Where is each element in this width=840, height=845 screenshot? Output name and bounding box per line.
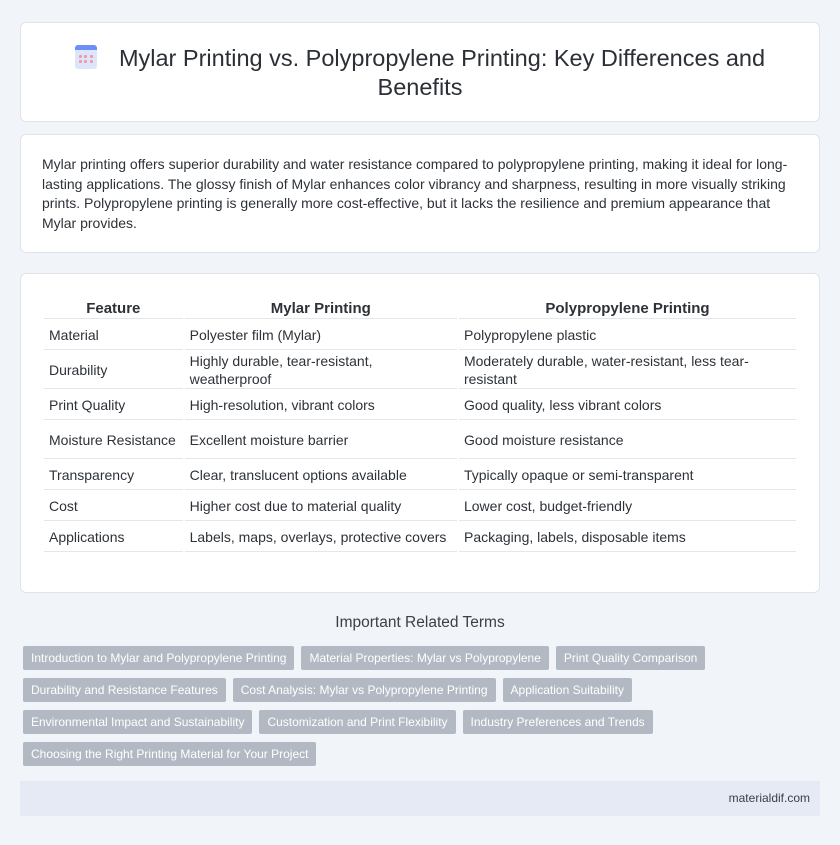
polypropylene-cell: Typically opaque or semi-transparent [459,461,796,490]
related-term-tag[interactable]: Industry Preferences and Trends [463,710,653,734]
header-polypropylene: Polypropylene Printing [459,298,796,319]
related-term-tag[interactable]: Material Properties: Mylar vs Polypropylene [301,646,548,670]
polypropylene-cell: Packaging, labels, disposable items [459,523,796,552]
table-row [44,352,796,389]
feature-cell: Durability [44,352,183,389]
polypropylene-cell: Good moisture resistance [459,422,796,459]
header-feature: Feature [44,298,183,319]
footer [20,781,820,816]
feature-cell: Cost [44,492,183,521]
feature-cell: Moisture Resistance [44,422,183,459]
related-term-tag[interactable]: Print Quality Comparison [556,646,705,670]
table-row [44,492,796,521]
polypropylene-cell: Moderately durable, water-resistant, less tear-resistant [459,352,796,389]
comparison-table [42,296,798,554]
mylar-cell: High-resolution, vibrant colors [185,391,457,420]
calendar-document-icon [75,45,97,69]
related-term-tag[interactable]: Application Suitability [503,678,632,702]
table-row [44,391,796,420]
related-term-tag[interactable]: Durability and Resistance Features [23,678,226,702]
feature-cell: Material [44,321,183,350]
feature-cell: Transparency [44,461,183,490]
related-terms-title: Important Related Terms [335,614,505,631]
header-mylar: Mylar Printing [185,298,457,319]
mylar-cell: Polyester film (Mylar) [185,321,457,350]
intro-paragraph: Mylar printing offers superior durability and water resistance compared to polypropylene printing, making it ideal for long-lasting applications. The glossy finish of Mylar enhances color vibrancy and sharpness, resulting in more visually striking prints. Polypropylene printing is generally more cost-effective, but it lacks the resilience and premium appearance that Mylar provides. [42,156,788,231]
table-header-row [44,298,796,319]
related-term-tag[interactable]: Cost Analysis: Mylar vs Polypropylene Printing [233,678,496,702]
related-terms-list [23,646,823,774]
table-row [44,321,796,350]
mylar-cell: Highly durable, tear-resistant, weatherproof [185,352,457,389]
title-card [20,22,820,122]
mylar-cell: Excellent moisture barrier [185,422,457,459]
mylar-cell: Clear, translucent options available [185,461,457,490]
feature-cell: Print Quality [44,391,183,420]
related-term-tag[interactable]: Customization and Print Flexibility [259,710,455,734]
mylar-cell: Higher cost due to material quality [185,492,457,521]
polypropylene-cell: Good quality, less vibrant colors [459,391,796,420]
intro-card [20,134,820,253]
table-row [44,523,796,552]
polypropylene-cell: Polypropylene plastic [459,321,796,350]
page-title-row [21,44,819,102]
polypropylene-cell: Lower cost, budget-friendly [459,492,796,521]
related-term-tag[interactable]: Introduction to Mylar and Polypropylene Printing [23,646,294,670]
comparison-card [20,273,820,593]
table-row [44,422,796,459]
related-term-tag[interactable]: Environmental Impact and Sustainability [23,710,252,734]
related-term-tag[interactable]: Choosing the Right Printing Material for Your Project [23,742,316,766]
table-row [44,461,796,490]
page-title: Mylar Printing vs. Polypropylene Printing: Key Differences and Benefits [118,45,766,100]
mylar-cell: Labels, maps, overlays, protective covers [185,523,457,552]
feature-cell: Applications [44,523,183,552]
site-link[interactable]: materialdif.com [728,791,810,805]
